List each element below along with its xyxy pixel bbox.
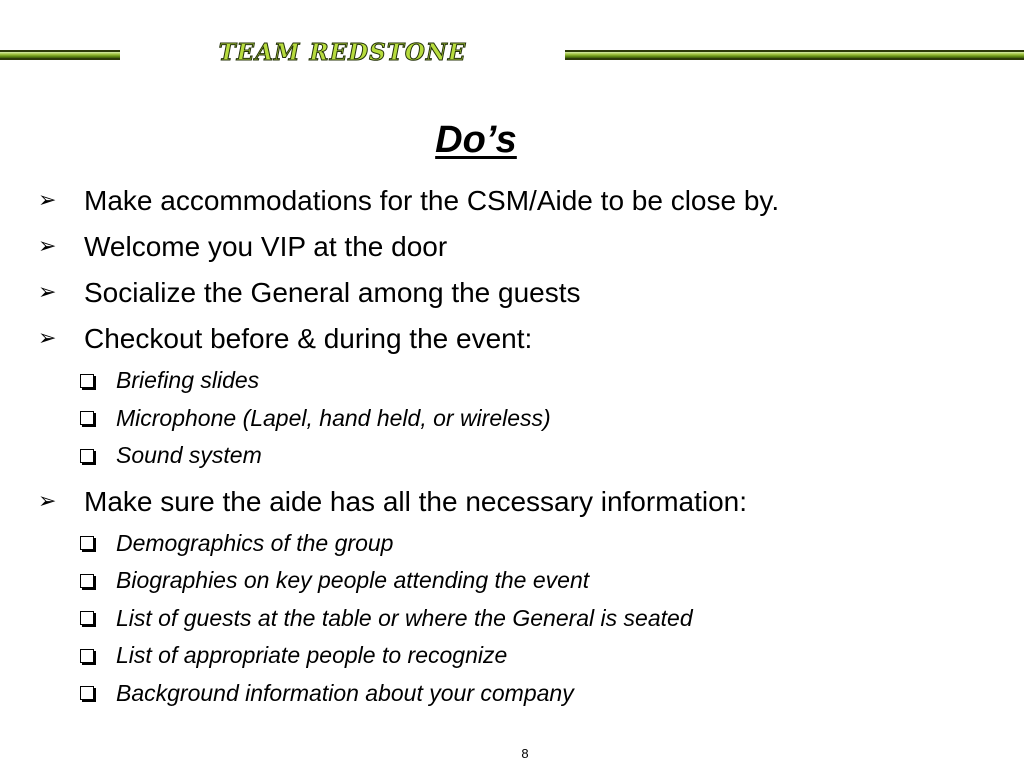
sub-list-item-text: Briefing slides: [116, 367, 260, 393]
sub-list-item: [38, 525, 998, 563]
checkbox-bullet-icon: [80, 686, 94, 700]
checkbox-bullet-icon: [80, 574, 94, 588]
sub-list-item-text: List of guests at the table or where the General is seated: [116, 604, 693, 631]
list-item: [38, 316, 998, 362]
list-item: [38, 224, 998, 270]
sub-list-item: [38, 637, 998, 675]
list-item: [38, 479, 998, 525]
sub-list-item: [38, 362, 998, 400]
sub-list-item-text: Demographics of the group: [116, 529, 394, 556]
sub-list-item: [38, 400, 998, 438]
header-bar-right: [565, 50, 1024, 60]
slide-title: Do’s: [435, 119, 517, 161]
checkbox-bullet-icon: [80, 449, 94, 463]
page-number: 8: [521, 746, 529, 761]
sub-list-item-text: Microphone (Lapel, hand held, or wireless): [116, 404, 551, 431]
checkbox-bullet-icon: [80, 374, 94, 388]
arrow-bullet-icon: ➢: [38, 234, 57, 259]
arrow-bullet-icon: ➢: [38, 326, 57, 351]
arrow-bullet-icon: ➢: [38, 188, 57, 213]
checkbox-bullet-icon: [80, 536, 94, 550]
list-item-text: Make accommodations for the CSM/Aide to be close by.: [84, 185, 780, 216]
sub-list-item: [38, 562, 998, 600]
sub-list-item-text: Biographies on key people attending the event: [116, 567, 590, 593]
arrow-bullet-icon: ➢: [38, 280, 57, 305]
arrow-bullet-icon: ➢: [38, 488, 57, 514]
sub-list-item: [38, 675, 998, 713]
list-item: [38, 270, 998, 316]
bullet-list: [38, 178, 998, 712]
checkbox-bullet-icon: [80, 649, 94, 663]
sub-list-item-text: List of appropriate people to recognize: [116, 642, 508, 668]
sub-list-item: [38, 437, 998, 475]
sub-list-item: [38, 600, 998, 638]
list-item: [38, 178, 998, 224]
list-item-text: Checkout before & during the event:: [84, 323, 533, 354]
checkbox-bullet-icon: [80, 611, 94, 625]
sub-list-item-text: Sound system: [116, 442, 262, 468]
checkbox-bullet-icon: [80, 411, 94, 425]
list-item-text: Welcome you VIP at the door: [84, 231, 448, 262]
sub-list-item-text: Background information about your company: [116, 679, 574, 706]
header-title: TEAM REDSTONE: [218, 39, 467, 66]
header-bar-left: [0, 50, 120, 60]
list-item-text: Make sure the aide has all the necessary information:: [84, 485, 748, 517]
list-item-text: Socialize the General among the guests: [84, 277, 581, 308]
